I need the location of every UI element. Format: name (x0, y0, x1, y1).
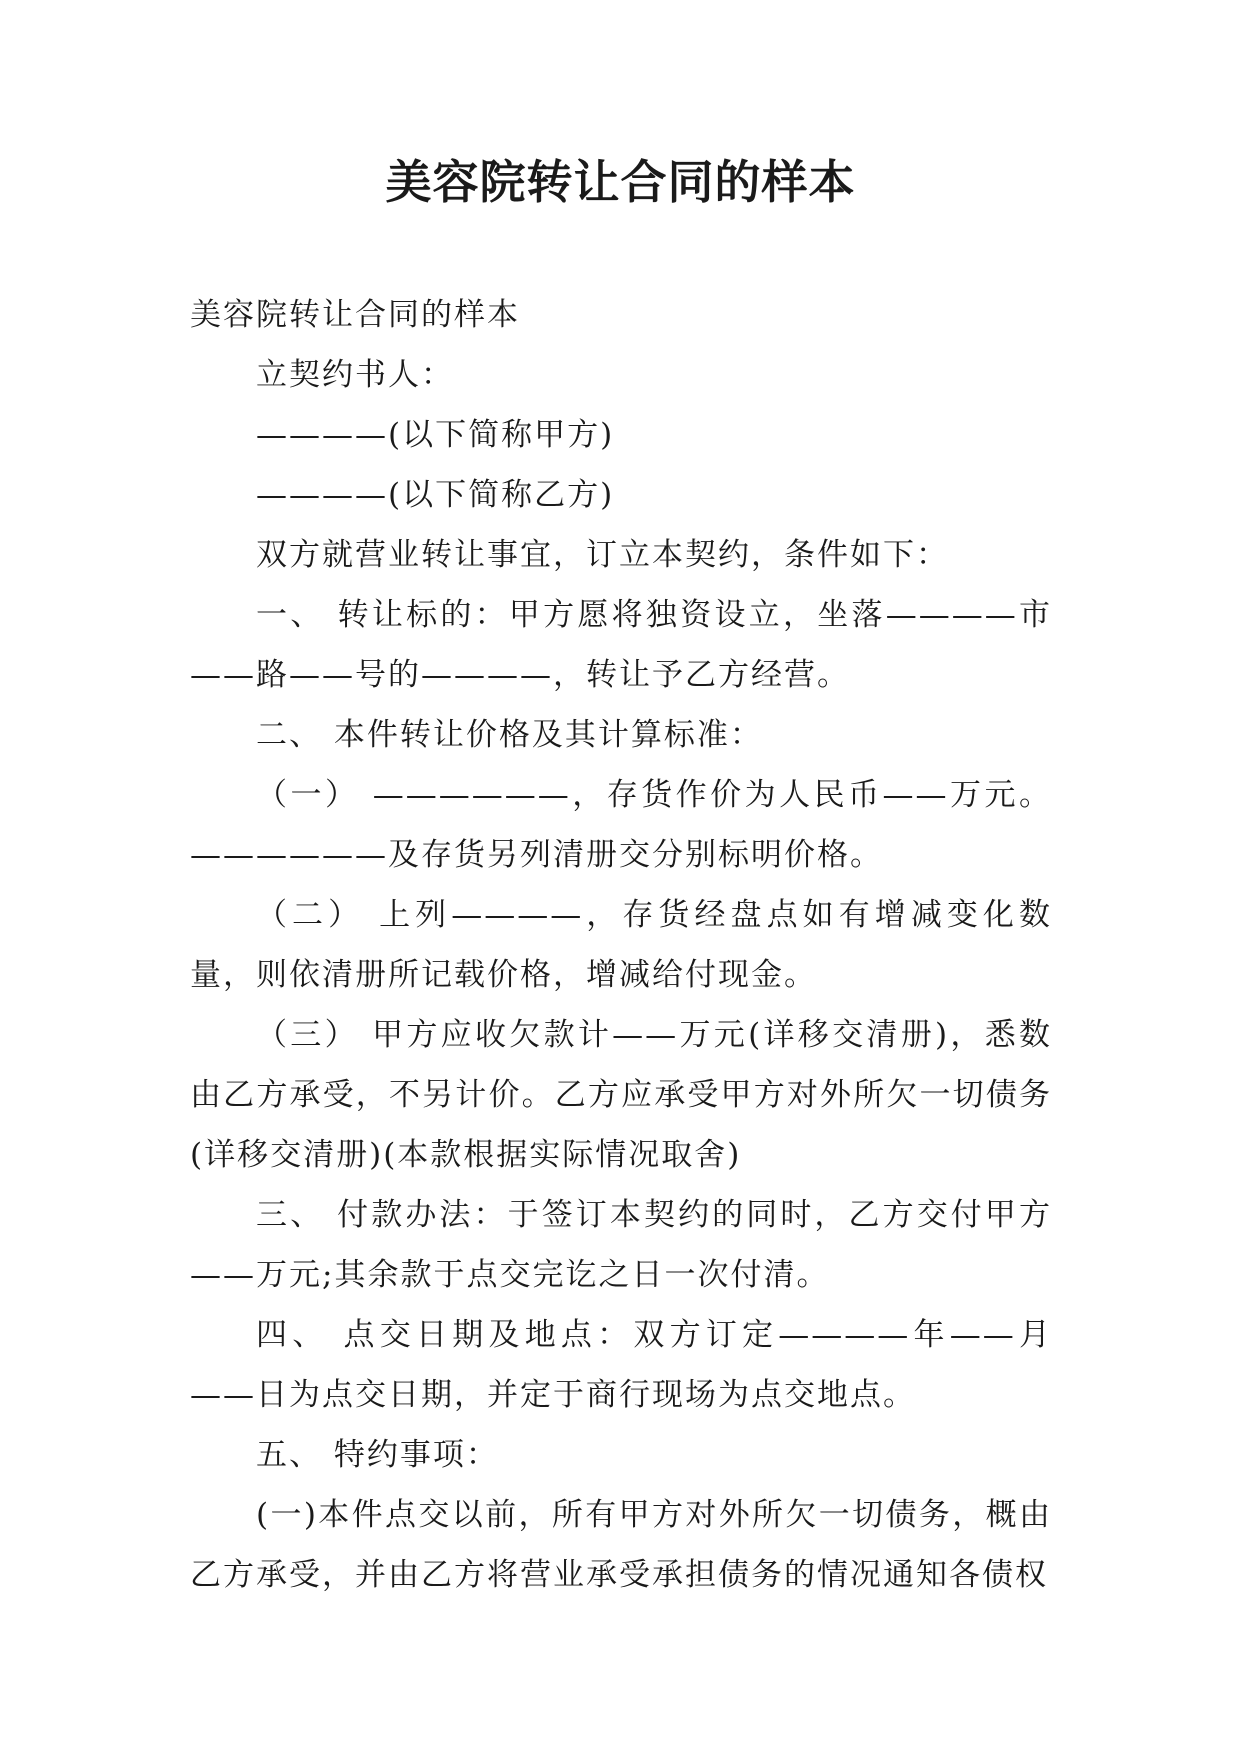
paragraph: 双方就营业转让事宜，订立本契约，条件如下： (256, 537, 949, 573)
paragraph: 四、 点交日期及地点：双方订定————年——月——日为点交日期，并定于商行现场为点交地点。 (190, 1317, 1052, 1413)
document-title: 美容院转让合同的样本 (385, 155, 856, 209)
paragraph: (一)本件点交以前，所有甲方对外所欠一切债务，概由乙方承受，并由乙方将营业承受承担债务的情况通知各债权 (190, 1497, 1052, 1593)
paragraph: 立契约书人： (256, 357, 454, 393)
document-body (190, 285, 1052, 1605)
paragraph: （三） 甲方应收欠款计——万元(详移交清册)，悉数由乙方承受，不另计价。乙方应承受甲方对外所欠一切债务(详移交清册)(本款根据实际情况取舍) (190, 1017, 1052, 1173)
paragraph: （二） 上列————，存货经盘点如有增减变化数量，则依清册所记载价格，增减给付现金。 (190, 897, 1052, 993)
paragraph: 二、 本件转让价格及其计算标准： (256, 717, 763, 753)
paragraph: ————(以下简称甲方) (256, 417, 615, 453)
paragraph: 三、 付款办法：于签订本契约的同时，乙方交付甲方——万元;其余款于点交完讫之日一次付清。 (190, 1197, 1052, 1293)
paragraph: ————(以下简称乙方) (256, 477, 615, 513)
paragraph: （一） ——————，存货作价为人民币——万元。——————及存货另列清册交分别标明价格。 (190, 777, 1052, 873)
paragraph: 五、 特约事项： (256, 1437, 499, 1473)
paragraph: 一、 转让标的：甲方愿将独资设立，坐落————市——路——号的————，转让予乙方经营。 (190, 597, 1052, 693)
paragraph: 美容院转让合同的样本 (190, 297, 520, 333)
